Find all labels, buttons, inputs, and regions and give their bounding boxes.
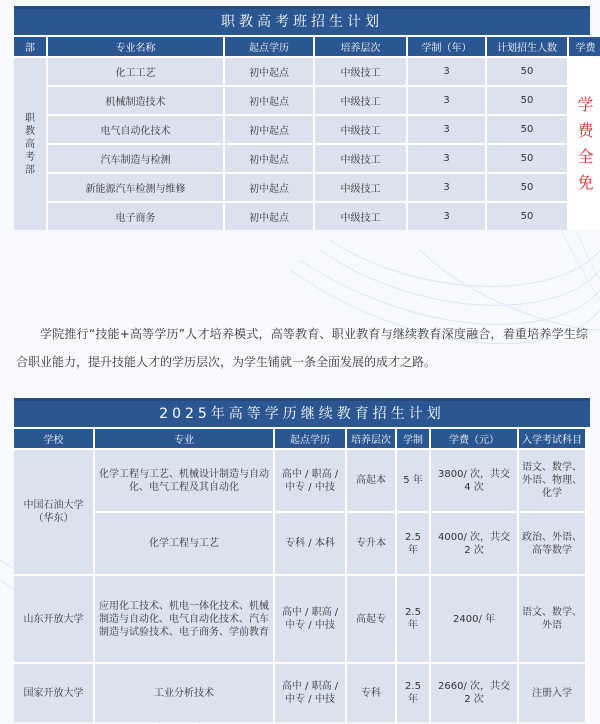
years-cell: 3 (408, 87, 485, 114)
vocational-plan-table (14, 6, 596, 230)
level-cell: 中级技工 (315, 203, 406, 230)
header-fee: 学费 (569, 37, 600, 56)
quota-cell: 50 (487, 116, 567, 143)
dept-label: 职教高考部 (25, 112, 35, 176)
table2-grid (14, 427, 590, 722)
fee-cell: 4000/ 次，共交 2 次 (431, 513, 517, 574)
major-cell: 化学工程与工艺 (95, 513, 273, 574)
fee-cell: 2660/ 次，共交 2 次 (431, 664, 517, 722)
major-cell: 化学工程与工艺、机械设计制造与自动化、电气工程及其自动化 (95, 450, 273, 511)
quota-cell: 50 (487, 87, 567, 114)
level-cell: 中级技工 (315, 145, 406, 172)
start-cell: 初中起点 (225, 203, 313, 230)
fee-cell (569, 58, 600, 230)
table1-title: 职教高考班招生计划 (14, 6, 590, 35)
start-cell: 专科 / 本科 (275, 513, 345, 574)
header-dept: 部 (14, 37, 46, 56)
level-cell: 高起专 (347, 576, 395, 662)
years-cell: 3 (408, 174, 485, 201)
school-cell: 国家开放大学 (14, 664, 93, 722)
major-cell: 新能源汽车检测与维修 (48, 174, 223, 201)
exam-cell: 注册入学 (519, 664, 585, 722)
dept-cell (14, 58, 46, 230)
level-cell: 中级技工 (315, 116, 406, 143)
header-exam: 入学考试科目 (519, 429, 585, 448)
quota-cell: 50 (487, 203, 567, 230)
major-cell: 汽车制造与检测 (48, 145, 223, 172)
exam-cell: 政治、外语、高等数学 (519, 513, 585, 574)
major-cell: 电气自动化技术 (48, 116, 223, 143)
major-cell: 电子商务 (48, 203, 223, 230)
years-cell: 2.5 年 (397, 513, 429, 574)
start-cell: 初中起点 (225, 87, 313, 114)
years-cell: 3 (408, 145, 485, 172)
table1-grid (14, 35, 596, 230)
level-cell: 中级技工 (315, 87, 406, 114)
major-cell: 工业分析技术 (95, 664, 273, 722)
years-cell: 3 (408, 58, 485, 85)
intro-paragraph: 学院推行“技能+高等学历”人才培养模式，高等教育、职业教育与继续教育深度融合，着重培养学生综合职业能力，提升技能人才的学历层次，为学生铺就一条全面发展的成才之路。 (16, 327, 588, 369)
start-cell: 初中起点 (225, 174, 313, 201)
level-cell: 专升本 (347, 513, 395, 574)
start-cell: 高中 / 职高 / 中专 / 中技 (275, 664, 345, 722)
header-major: 专业名称 (48, 37, 223, 56)
quota-cell: 50 (487, 145, 567, 172)
years-cell: 3 (408, 116, 485, 143)
level-cell: 中级技工 (315, 174, 406, 201)
school-cell: 中国石油大学（华东） (14, 450, 93, 574)
start-cell: 初中起点 (225, 58, 313, 85)
start-cell: 初中起点 (225, 116, 313, 143)
exam-cell: 语文、数学、外语、物理、化学 (519, 450, 585, 511)
fee-note: 学费全免 (577, 95, 594, 192)
header-years: 学制 (397, 429, 429, 448)
header-level: 培养层次 (315, 37, 406, 56)
header-fee: 学费（元） (431, 429, 517, 448)
table2-title: 2025年高等学历继续教育招生计划 (14, 398, 590, 427)
header-start: 起点学历 (275, 429, 345, 448)
major-cell: 应用化工技术、机电一体化技术、机械制造与自动化、电气自动化技术、汽车制造与试验技术、电子商务、学前教育 (95, 576, 273, 662)
start-cell: 高中 / 职高 / 中专 / 中技 (275, 576, 345, 662)
level-cell: 专科 (347, 664, 395, 722)
header-school: 学校 (14, 429, 93, 448)
header-major: 专业 (95, 429, 273, 448)
start-cell: 初中起点 (225, 145, 313, 172)
level-cell: 中级技工 (315, 58, 406, 85)
major-cell: 化工工艺 (48, 58, 223, 85)
continuing-education-table (14, 398, 590, 722)
school-cell: 山东开放大学 (14, 576, 93, 662)
header-level: 培养层次 (347, 429, 395, 448)
quota-cell: 50 (487, 174, 567, 201)
header-quota: 计划招生人数 (487, 37, 567, 56)
start-cell: 高中 / 职高 / 中专 / 中技 (275, 450, 345, 511)
exam-cell: 语文、数学、外语 (519, 576, 585, 662)
major-cell: 机械制造技术 (48, 87, 223, 114)
quota-cell: 50 (487, 58, 567, 85)
level-cell: 高起本 (347, 450, 395, 511)
years-cell: 2.5 年 (397, 664, 429, 722)
header-years: 学制（年） (408, 37, 485, 56)
years-cell: 3 (408, 203, 485, 230)
header-start: 起点学历 (225, 37, 313, 56)
years-cell: 5 年 (397, 450, 429, 511)
fee-cell: 3800/ 次，共交 4 次 (431, 450, 517, 511)
fee-cell: 2400/ 年 (431, 576, 517, 662)
years-cell: 2.5 年 (397, 576, 429, 662)
